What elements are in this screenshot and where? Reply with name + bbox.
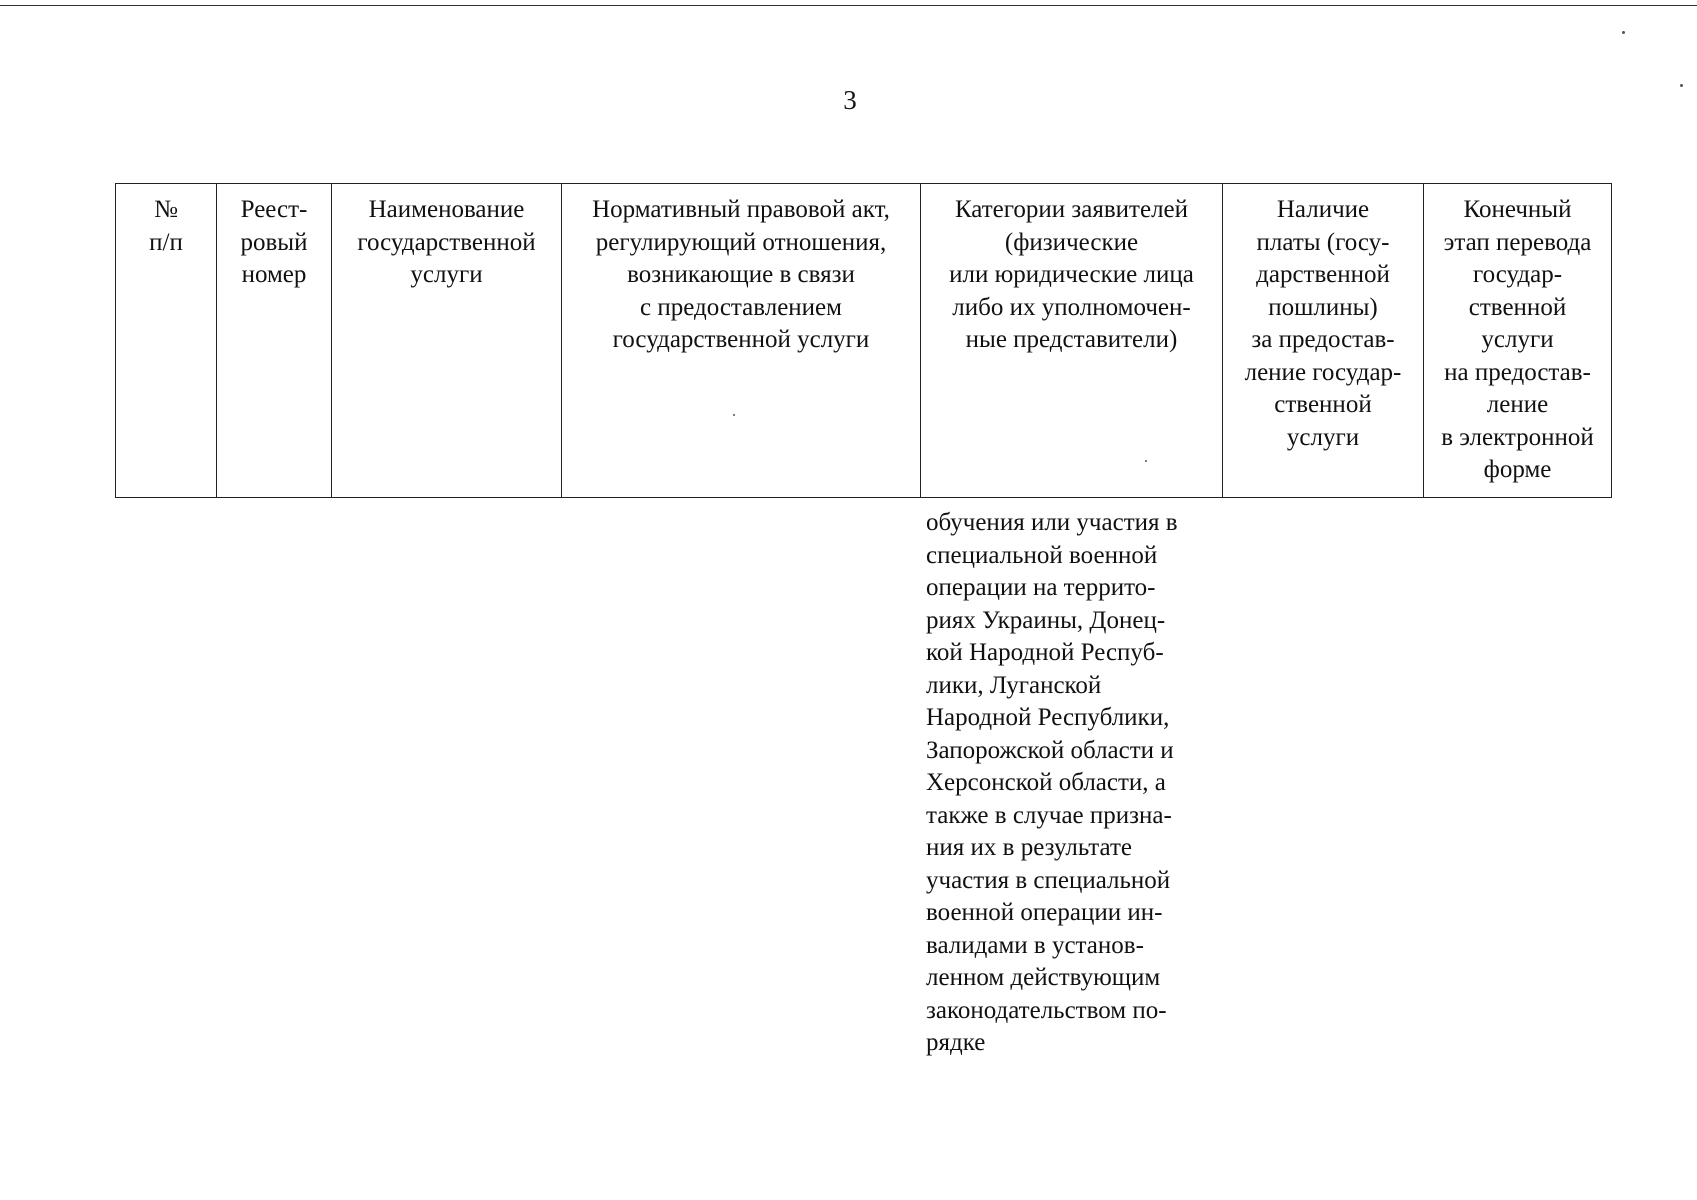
column-header-fee: Наличие платы (госу- дарственной пошлины) за предостав- ление государ- ственной услуги (1223, 184, 1424, 498)
services-table-header (115, 183, 1612, 498)
scan-speck (1145, 460, 1147, 462)
applicant-categories-continuation-text: обучения или участия в специальной военной операции на террито- риях Украины, Донец- кой Народной Респуб- лики, Луганской Народной Республики, Запорожской области и Херсонской области, а также в случае призна- ния их в результате участия в специальной военной операции ин- валидами в установ- ленном действующим законодательством по- рядке (926, 509, 1178, 1056)
column-header-applicant-categories: Категории заявителей (физические или юридические лица либо их уполномочен- ные представители) (921, 184, 1223, 498)
page-number: 3 (843, 85, 857, 115)
scan-speck (1680, 84, 1683, 87)
column-header-registry-number: Реест- ровый номер (217, 184, 332, 498)
column-header-final-stage: Конечный этап перевода государ- ственной услуги на предостав- ление в электронной форме (1424, 184, 1612, 498)
column-header-legal-act: Нормативный правовой акт, регулирующий отношения, возникающие в связи с предоставлением государственной услуги (562, 184, 921, 498)
table-header-row (116, 184, 1612, 498)
scan-speck (1622, 31, 1625, 34)
column-header-number: № п/п (116, 184, 217, 498)
top-border-line (0, 5, 1697, 6)
scan-speck (733, 414, 735, 416)
column-header-service-name: Наименование государственной услуги (332, 184, 562, 498)
